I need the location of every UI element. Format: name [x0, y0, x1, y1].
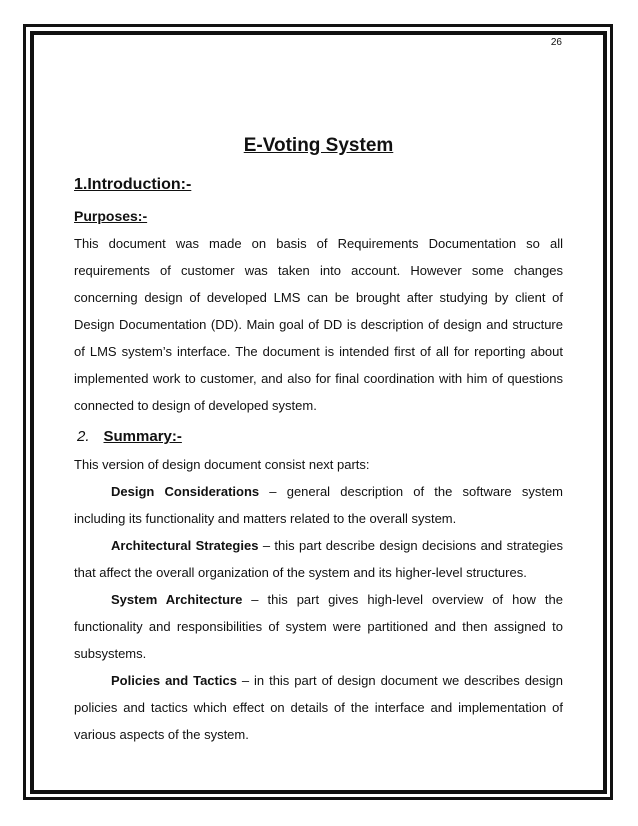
introduction-heading: 1.Introduction:- [74, 176, 192, 193]
summary-item-text: – this part gives high-level overview of how the functionality and responsibilities of system were partitioned and then assigned to subsystems. [74, 592, 563, 661]
document-body [74, 128, 563, 748]
summary-item-design-considerations [74, 478, 563, 532]
summary-heading [74, 423, 563, 451]
summary-item-term: Policies and Tactics [111, 673, 237, 688]
summary-item-architectural-strategies [74, 532, 563, 586]
summary-item-text: – general description of the software system including its functionality and matters related to the overall system. [74, 484, 563, 526]
summary-label: Summary:- [103, 428, 182, 445]
summary-item-system-architecture [74, 586, 563, 667]
summary-item-text: – this part describe design decisions and strategies that affect the overall organization of the system and its higher-level structures. [74, 538, 563, 580]
summary-item-text: – in this part of design document we describes design policies and tactics which effect on details of the interface and implementation of various aspects of the system. [74, 673, 564, 742]
summary-item-term: Architectural Strategies [111, 538, 259, 553]
summary-intro: This version of design document consist next parts: [74, 457, 370, 472]
summary-number: 2. [77, 428, 90, 445]
document-title: E-Voting System [243, 135, 394, 156]
purposes-paragraph: This document was made on basis of Requirements Documentation so all requirements of customer was taken into account. However some changes concerning design of developed LMS can be brought after studying by client of Design Documentation (DD). Main goal of DD is description of design and structure of LMS system’s interface. The document is intended first of all for reporting about implemented work to customer, and also for final coordination with him of questions connected to design of developed system. [74, 236, 563, 413]
summary-item-policies-and-tactics [74, 667, 563, 748]
summary-item-term: Design Considerations [111, 484, 260, 499]
purposes-heading: Purposes:- [74, 208, 148, 224]
summary-item-term: System Architecture [111, 592, 243, 607]
page-number: 26 [550, 37, 562, 48]
